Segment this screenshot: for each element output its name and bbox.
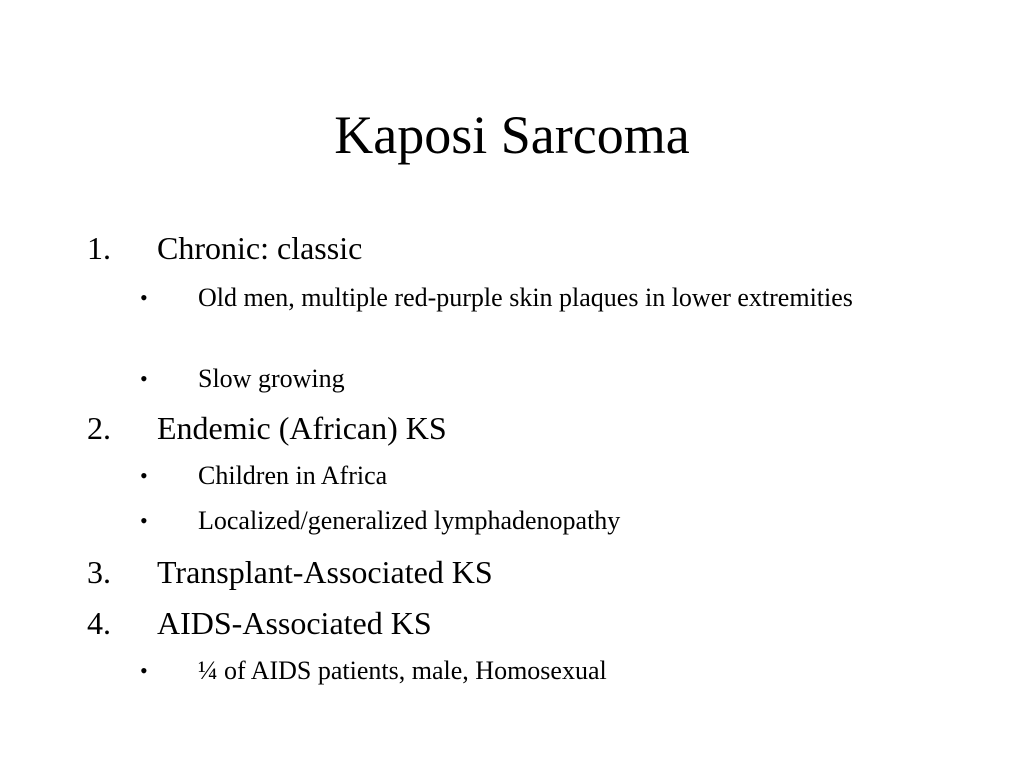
list-item-1: Chronic: classic [157, 230, 363, 266]
list-number-2: 2. [87, 410, 111, 446]
bullet-icon: • [140, 508, 148, 533]
sub-item-2-2: Localized/generalized lymphadenopathy [198, 506, 621, 535]
bullet-icon: • [140, 658, 148, 683]
bullet-icon: • [140, 463, 148, 488]
list-item-3: Transplant-Associated KS [157, 554, 493, 590]
sub-item-1-1: Old men, multiple red-purple skin plaques in lower extremities [198, 283, 853, 312]
sub-item-4-1: ¼ of AIDS patients, male, Homosexual [198, 656, 607, 685]
list-item-2: Endemic (African) KS [157, 410, 447, 446]
list-item-4: AIDS-Associated KS [157, 605, 432, 641]
list-number-3: 3. [87, 554, 111, 590]
list-number-1: 1. [87, 230, 111, 266]
bullet-icon: • [140, 366, 148, 391]
slide-title: Kaposi Sarcoma [334, 105, 690, 165]
bullet-icon: • [140, 285, 148, 310]
sub-item-1-2: Slow growing [198, 364, 345, 393]
list-number-4: 4. [87, 605, 111, 641]
sub-item-2-1: Children in Africa [198, 461, 388, 490]
